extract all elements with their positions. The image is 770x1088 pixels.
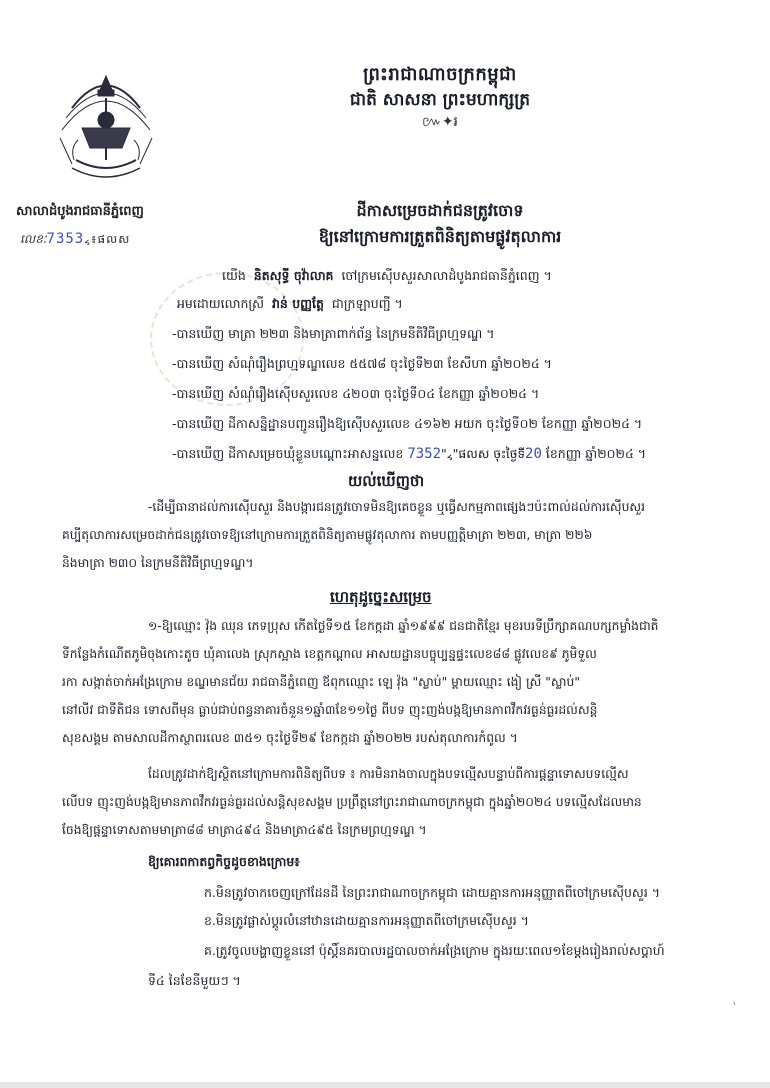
detention-suffix: ខែកញ្ញា ឆ្នាំ២០២៤ ។ (545, 446, 647, 461)
intro-clerk-line (177, 295, 403, 313)
paragraph-line: រកា សង្កាត់ចាក់អង្រែក្រោម ខណ្ឌមានជ័យ រាជធានីភ្នំពេញ ឪពុកឈ្មោះ ឡេ វ៉ុង "ស្លាប់" ម្ដាយឈ្មោះ ងៀ ស្រី "ស្លាប់" (62, 675, 580, 689)
obligations-intro: ឱ្យគោរពកាតព្វកិច្ចដូចខាងក្រោម៖ (148, 854, 300, 869)
consideration-item: -បានឃើញ មាត្រា ២២៣ និងមាត្រាពាក់ព័ន្ធ នៃក្រមនីតិវិធីព្រហ្មទណ្ឌ ។ (172, 326, 495, 341)
court-name: សាលាដំបូងរាជធានីភ្នំពេញ (16, 204, 144, 219)
title-line-2: ឱ្យនៅក្រោមការត្រួតពិនិត្យតាមផ្លូវតុលាការ (318, 227, 562, 246)
reference-number (20, 230, 130, 249)
consideration-item: -បានឃើញ សំណុំរឿងស៊ើបសួរលេខ ៤២០៣ ចុះថ្ងៃទី០៤ ខែកញ្ញា ឆ្នាំ២០២៤ ។ (172, 386, 540, 401)
paragraph-line: នៅលីវ ជាទីតិជន ទោសពីមុន ធ្លាប់ជាប់ពន្ធនាគារចំនួន១ឆ្នាំ៣ខែ១១ថ្ងៃ ពីបទ ញុះញង់បង្កឱ្យមានភាពវឹកវរធ្ងន់ធ្ងរដល់សន្តិ (62, 703, 598, 717)
paragraph-line: ១-ឱ្យឈ្មោះ វ៉ុង ឈុន ភេទប្រុស កើតថ្ងៃទី១៥ ខែកក្កដា ឆ្នាំ១៩៩៩ ជនជាតិខ្មែរ មុខរបរទីប្រឹក្សាគណបក្សកម្លាំងជាតិ (148, 619, 659, 633)
paragraph-line: ទីកន្លែងកំណើតភូមិចុងកោះតូច ឃុំគាលេង ស្រុកស្អាង ខេត្តកណ្ដាល អាសយដ្ឋានបច្ចុប្បន្នផ្ទះលេខ៨៨ ផ្លូវលេខ៩ ភូមិទួល (62, 647, 597, 661)
paragraph-line: និងមាត្រា ២៣០ នៃក្រមនីតិវិធីព្រហ្មទណ្ឌ។ (62, 556, 254, 570)
intro-we: យើង (222, 268, 246, 283)
clerk-role: ជាក្រឡាបញ្ជី ។ (331, 296, 403, 311)
reference-handwritten-number: 7353 (46, 231, 85, 247)
national-motto: ជាតិ សាសនា ព្រះមហាក្សត្រ (349, 90, 531, 110)
detention-day: 20 (525, 446, 542, 462)
judge-role: ចៅក្រមស៊ើបសួរសាលាដំបូងរាជធានីភ្នំពេញ ។ (341, 268, 552, 283)
kingdom-header (330, 62, 550, 132)
detention-prefix: -បានឃើញ ដីកាសម្រេចឃុំខ្លួនបណ្ដោះអាសន្នលេខ (172, 446, 404, 461)
decision-paragraph-1 (62, 612, 742, 752)
document-title (240, 198, 640, 250)
judge-name: និតសុទ្ធី ចុវ៉ាលាគ (253, 268, 334, 283)
obligation-item: ខ.មិនត្រូវផ្លាស់ប្ដូរលំនៅឋានដោយគ្មានការអនុញ្ញាតពីចៅក្រមស៊ើបសួរ ។ (204, 913, 529, 928)
reference-suffix: ៹៖ផលស (84, 232, 131, 246)
header-ornament: ៚✦៛ (422, 114, 458, 130)
consideration-item-detention (172, 445, 646, 463)
detention-order-number: 7352 (407, 446, 442, 462)
intro-judge-line (222, 267, 552, 285)
consideration-item: -បានឃើញ សំណុំរឿងព្រហ្មទណ្ឌលេខ ៥៥៧៨ ចុះថ្ងៃទី២៣ ខែសីហា ឆ្នាំ២០២៤ ។ (172, 356, 552, 371)
considering-paragraph (62, 493, 742, 577)
paragraph-line: សុខសង្គម តាមសាលដីកាស្ថាពរលេខ ៣៥១ ចុះថ្ងៃទី២៩ ខែកក្កដា ឆ្នាំ២០២២ របស់តុលាការកំពូល ។ (62, 731, 518, 745)
obligation-tail: ទី៤ នៃខែនីមួយៗ ។ (148, 973, 241, 988)
paragraph-line: គប្បីតុលាការសម្រេចដាក់ជនត្រូវចោទឱ្យនៅក្រោមការត្រួតពិនិត្យតាមផ្លូវតុលាការ តាមបញ្ញត្តិមាត្រា ២២៣, មាត្រា ២២៦ (62, 528, 593, 542)
paragraph-line: -ដើម្បីធានាដល់ការស៊ើបសួរ និងបង្ការជនត្រូវចោទមិនឱ្យគេចខ្លួន ឬធ្វើសកម្មភាពផ្សេងៗប៉ះពាល់ដល់ការស៊ើបសួរ (148, 500, 646, 514)
obligation-item: ក.មិនត្រូវចាកចេញក្រៅដែនដី នៃព្រះរាជាណាចក្រកម្ពុជា ដោយគ្មានការអនុញ្ញាតពីចៅក្រមស៊ើបសួរ ។ (204, 885, 661, 900)
section-heading-decision: ហេតុដូច្នេះសម្រេច (330, 588, 432, 606)
obligation-item: គ.ត្រូវចូលបង្ហាញខ្លួននៅ ប៉ុស្ដិ៍នគរបាលរដ្ឋបាលចាក់អង្រែក្រោម ក្នុងរយៈពេល១ខែម្ដងរៀងរាល់សប្ដាហ៍ (204, 943, 665, 958)
decision-paragraph-2 (62, 760, 742, 844)
reference-label: លេខៈ (20, 232, 47, 246)
clerk-name: វាន់ បញ្ញត្ដែ (272, 296, 324, 311)
paragraph-line: លើបទ ញុះញង់បង្កឱ្យមានភាពវឹកវរធ្ងន់ធ្ងរដល់សន្តិសុខសង្គម ប្រព្រឹត្តនៅព្រះរាជាណាចក្រកម្ពុជា ក្នុងឆ្នាំ២០២៤ បទល្មើសដែលមាន (62, 795, 642, 809)
scan-bottom-edge (0, 1082, 770, 1088)
kingdom-title: ព្រះរាជាណាចក្រកម្ពុជា (363, 64, 517, 85)
royal-emblem-icon (52, 68, 160, 188)
title-line-1: ដីកាសម្រេចដាក់ជនត្រូវចោទ (356, 201, 524, 220)
paragraph-line: ដែលត្រូវដាក់ឱ្យស្ថិតនៅក្រោមការពិនិត្យពីបទ ៖ ការមិនរាងចាលក្នុងបទល្មើសបន្ទាប់ពីការផ្ដន្ទាទោសបទល្មើស (148, 767, 629, 781)
paragraph-line: ចែងឱ្យផ្ដន្ទាទោសតាមមាត្រា៨៨ មាត្រា៤៩៤ និងមាត្រា៤៩៥ នៃក្រមព្រហ្មទណ្ឌ ។ (62, 823, 427, 837)
clerk-prefix: អមដោយលោកស្រី (177, 296, 265, 311)
section-heading-considering: យល់ឃើញថា (348, 472, 425, 490)
consideration-item: -បានឃើញ ដីកាសន្និដ្ឋានបញ្ជូនរឿងឱ្យស៊ើបសួរលេខ ៤១៦២ អយក ចុះថ្ងៃទី០២ ខែកញ្ញា ឆ្នាំ២០២៤ ។ (172, 416, 643, 431)
page-corner-mark: ៶ (733, 997, 736, 1008)
detention-middle: "៹"ផលស ចុះថ្ងៃទី (441, 446, 526, 461)
